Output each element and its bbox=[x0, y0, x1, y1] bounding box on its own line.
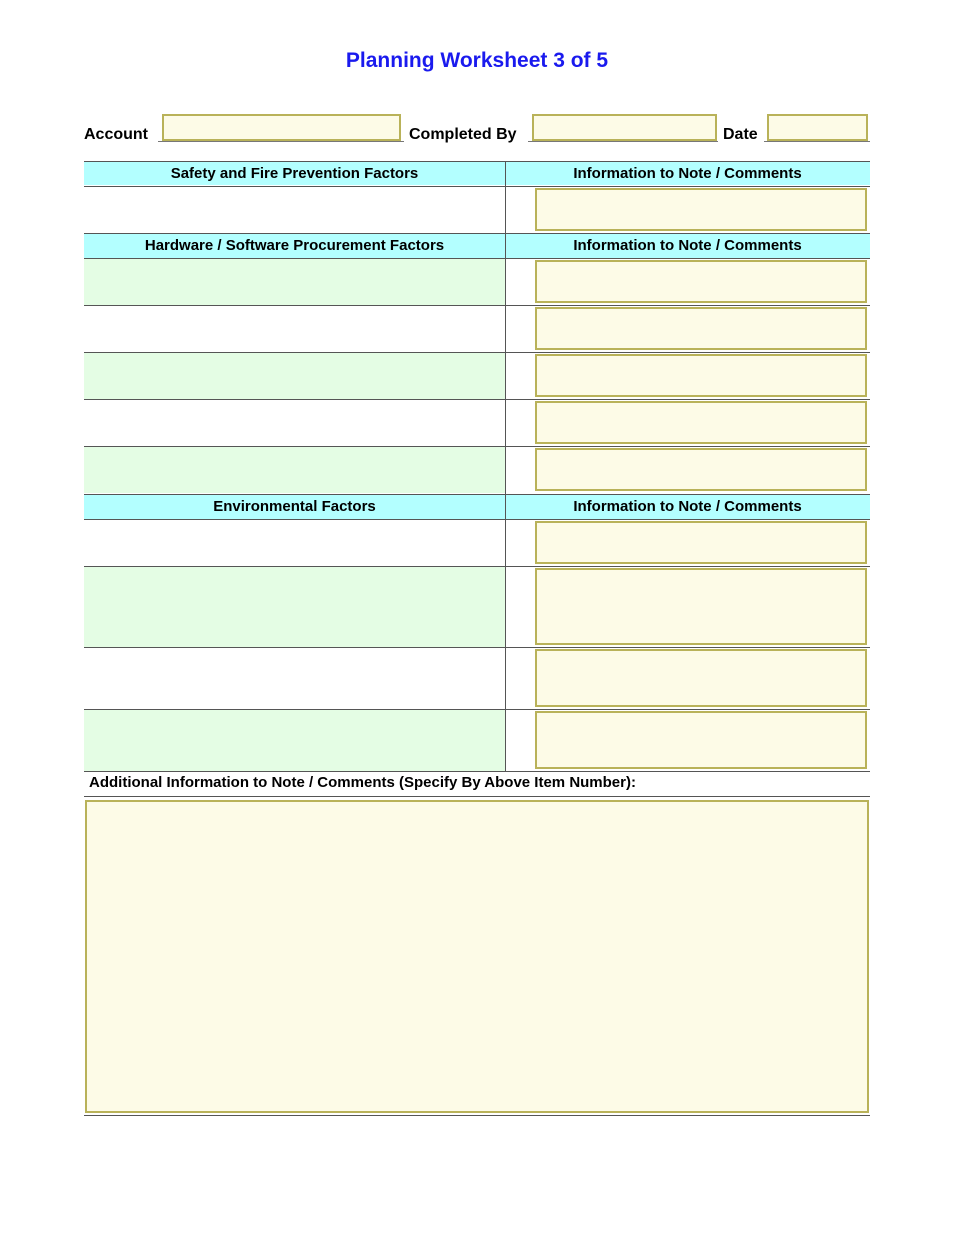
account-label: Account bbox=[84, 126, 148, 143]
environmental-factor-row-4 bbox=[84, 710, 505, 771]
environmental-factor-row-1 bbox=[84, 520, 505, 566]
hardware-comments-heading: Information to Note / Comments bbox=[573, 237, 802, 254]
date-label: Date bbox=[723, 126, 758, 143]
safety-factors-heading: Safety and Fire Prevention Factors bbox=[170, 164, 419, 182]
environmental-factor-row-3 bbox=[84, 648, 505, 709]
rule bbox=[84, 1115, 870, 1116]
environmental-comment-field-4[interactable] bbox=[535, 711, 867, 769]
hardware-header-band bbox=[84, 233, 870, 258]
rule bbox=[84, 796, 870, 797]
column-divider bbox=[505, 161, 506, 234]
hardware-factor-row-5 bbox=[84, 447, 505, 493]
column-divider bbox=[505, 494, 506, 771]
hardware-factor-row-4 bbox=[84, 400, 505, 446]
completed-by-field[interactable] bbox=[532, 114, 717, 141]
environmental-factors-heading: Environmental Factors bbox=[213, 498, 376, 515]
additional-info-label: Additional Information to Note / Comments (Specify By Above Item Number): bbox=[89, 774, 636, 791]
environmental-comment-field-3[interactable] bbox=[535, 649, 867, 707]
account-field[interactable] bbox=[162, 114, 401, 141]
column-divider bbox=[505, 233, 506, 494]
environmental-comment-field-2[interactable] bbox=[535, 568, 867, 645]
hardware-factor-row-2 bbox=[84, 306, 505, 352]
rule bbox=[84, 233, 870, 234]
additional-info-field[interactable] bbox=[85, 800, 869, 1113]
rule bbox=[84, 161, 870, 162]
hardware-comment-field-3[interactable] bbox=[535, 354, 867, 397]
rule bbox=[84, 494, 870, 495]
completed-by-underline bbox=[528, 141, 718, 142]
rule bbox=[84, 186, 870, 187]
rule bbox=[84, 771, 870, 772]
account-underline bbox=[158, 141, 404, 142]
date-field[interactable] bbox=[767, 114, 868, 141]
environmental-factor-row-2 bbox=[84, 567, 505, 647]
hardware-factor-row-3 bbox=[84, 353, 505, 399]
date-underline bbox=[764, 141, 870, 142]
completed-by-label: Completed By bbox=[409, 126, 517, 143]
safety-comments-heading: Information to Note / Comments bbox=[573, 164, 802, 182]
environmental-comments-heading: Information to Note / Comments bbox=[573, 498, 802, 515]
hardware-comment-field-1[interactable] bbox=[535, 260, 867, 303]
safety-comment-field-1[interactable] bbox=[535, 188, 867, 231]
environmental-header-band bbox=[84, 494, 870, 519]
hardware-comment-field-5[interactable] bbox=[535, 448, 867, 491]
hardware-comment-field-2[interactable] bbox=[535, 307, 867, 350]
environmental-comment-field-1[interactable] bbox=[535, 521, 867, 564]
hardware-comment-field-4[interactable] bbox=[535, 401, 867, 444]
hardware-factors-heading: Hardware / Software Procurement Factors bbox=[144, 237, 445, 254]
hardware-factor-row-1 bbox=[84, 259, 505, 305]
safety-header-band bbox=[84, 161, 870, 185]
page-title: Planning Worksheet 3 of 5 bbox=[345, 49, 609, 72]
